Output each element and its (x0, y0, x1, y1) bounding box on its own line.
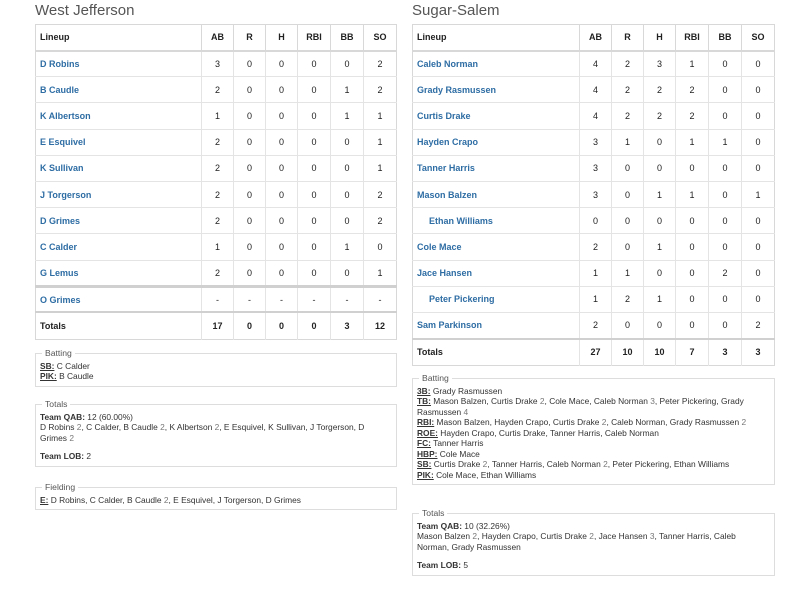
table-row (413, 77, 775, 103)
stat-rbi: 2 (676, 77, 709, 103)
stat-bb: 0 (709, 77, 742, 103)
stat-h: 0 (266, 103, 298, 129)
player-name-link[interactable]: K Sullivan (36, 155, 202, 181)
total-bb: 3 (331, 312, 364, 339)
player-name-link[interactable]: Jace Hansen (413, 260, 580, 286)
summary-line (417, 531, 770, 552)
stat-label: Team QAB: (417, 520, 462, 531)
stat-text: 12 (60.00%) (84, 411, 133, 422)
stat-bb: 0 (709, 51, 742, 77)
stat-ab: 3 (580, 155, 612, 181)
stat-so: - (364, 286, 397, 312)
stat-r: 1 (612, 129, 644, 155)
stat-text: 3 (649, 531, 655, 541)
total-h: 10 (644, 339, 676, 366)
stat-text: Cole Mace, Ethan Williams (433, 469, 537, 480)
player-name-link[interactable]: Ethan Williams (413, 208, 580, 234)
stat-rbi: 2 (676, 103, 709, 129)
stat-bb: 0 (709, 286, 742, 312)
stat-so: 0 (742, 51, 775, 77)
stat-label: 3B: (417, 385, 431, 396)
stat-so: 0 (364, 234, 397, 260)
summary-line (40, 361, 392, 372)
stat-r: 0 (234, 208, 266, 234)
stat-text: B Caudle (56, 371, 94, 381)
stat-text: D Robins (40, 422, 77, 432)
summary-line (417, 396, 770, 417)
totals-row (36, 312, 397, 339)
col-header-h: H (266, 25, 298, 51)
stat-text: Mason Balzen, Hayden Crapo, Curtis Drake (434, 417, 602, 427)
stat-text: 2 (472, 531, 478, 541)
table-row (413, 208, 775, 234)
stat-h: 0 (266, 181, 298, 207)
stat-text: 2 (601, 417, 607, 427)
stat-so: 0 (742, 260, 775, 286)
stat-bb: 0 (331, 181, 364, 207)
stat-rbi: 0 (298, 260, 331, 286)
table-row (36, 77, 397, 103)
stat-r: 2 (612, 77, 644, 103)
totals-legend: Totals (45, 399, 68, 409)
player-name-link[interactable]: J Torgerson (36, 181, 202, 207)
stat-bb: 0 (709, 155, 742, 181)
stat-text: , Tanner Harris, Caleb Norman (487, 459, 604, 469)
col-header-so: SO (364, 25, 397, 51)
stat-text: Curtis Drake (431, 459, 483, 469)
stat-text: Mason Balzen (417, 531, 473, 541)
stat-rbi: 0 (298, 129, 331, 155)
stat-text: 5 (461, 560, 469, 570)
stat-rbi: 0 (298, 51, 331, 77)
player-name-link[interactable]: Caleb Norman (413, 51, 580, 77)
stat-r: 2 (612, 51, 644, 77)
summary-line (417, 438, 770, 449)
stat-h: 0 (266, 260, 298, 286)
stat-ab: 2 (202, 155, 234, 181)
stat-bb: 0 (709, 181, 742, 207)
stat-text: Grady Rasmussen (430, 385, 503, 396)
col-header-rbi: RBI (298, 25, 331, 51)
stat-h: 0 (644, 312, 676, 338)
stat-rbi: 0 (676, 155, 709, 181)
stat-ab: 3 (202, 51, 234, 77)
stat-r: 2 (612, 103, 644, 129)
stat-bb: 0 (331, 51, 364, 77)
batting-content (40, 361, 392, 382)
stat-text: 10 (32.26%) (461, 520, 510, 531)
table-row (36, 155, 397, 181)
stat-text: 2 (482, 459, 488, 469)
summary-line (417, 560, 770, 571)
stat-ab: 4 (580, 103, 612, 129)
stat-h: - (266, 286, 298, 312)
stat-label: Team LOB: (417, 560, 462, 570)
table-row (36, 51, 397, 77)
stat-so: 1 (364, 260, 397, 286)
total-h: 0 (266, 312, 298, 339)
player-name-link[interactable]: Mason Balzen (413, 181, 580, 207)
total-so: 3 (742, 339, 775, 366)
stat-text: 2 (741, 417, 747, 427)
stat-h: 0 (266, 234, 298, 260)
table-row (36, 286, 397, 312)
stat-h: 0 (644, 129, 676, 155)
header-row (413, 25, 775, 51)
player-name-link[interactable]: Sam Parkinson (413, 312, 580, 338)
table-row (36, 208, 397, 234)
fielding-box (35, 482, 397, 510)
table-row (36, 103, 397, 129)
stat-bb: 1 (709, 129, 742, 155)
summary-line (40, 443, 392, 451)
table-row (413, 51, 775, 77)
stat-rbi: 0 (676, 234, 709, 260)
stat-rbi: 1 (676, 181, 709, 207)
stat-bb: 0 (331, 208, 364, 234)
player-name-link[interactable]: Curtis Drake (413, 103, 580, 129)
table-row (413, 155, 775, 181)
batting-box (35, 348, 397, 387)
player-name-link[interactable]: Cole Mace (413, 234, 580, 260)
summary-line (417, 417, 770, 428)
stat-rbi: 0 (676, 312, 709, 338)
stat-r: 0 (234, 103, 266, 129)
stat-ab: 2 (202, 129, 234, 155)
summary-line (40, 495, 392, 506)
team-title: West Jefferson (35, 2, 135, 19)
player-name-link[interactable]: K Albertson (36, 103, 202, 129)
stat-so: 2 (364, 208, 397, 234)
summary-line (417, 459, 770, 470)
totals-box (412, 508, 775, 576)
stat-so: 0 (742, 234, 775, 260)
summary-line (40, 371, 392, 382)
totals-label: Totals (36, 312, 202, 339)
stat-label: SB: (417, 459, 432, 469)
batting-content (417, 386, 770, 481)
totals-label: Totals (413, 339, 580, 366)
stat-text: 2 (214, 422, 220, 432)
totals-content (40, 412, 392, 462)
stat-so: 0 (742, 208, 775, 234)
stat-bb: 1 (331, 234, 364, 260)
total-bb: 3 (709, 339, 742, 366)
stat-rbi: 0 (676, 286, 709, 312)
stat-h: 0 (266, 129, 298, 155)
stat-text: Tanner Harris (430, 438, 484, 448)
summary-line (40, 412, 392, 423)
stat-text: 2 (603, 459, 608, 469)
table-row (36, 260, 397, 286)
stat-rbi: 1 (676, 129, 709, 155)
stat-text: C Calder (54, 360, 90, 371)
summary-line (417, 470, 770, 481)
stat-so: 0 (742, 103, 775, 129)
team-title: Sugar-Salem (412, 2, 500, 19)
team-column-sugar-salem (412, 0, 775, 570)
stat-text: 3 (650, 396, 655, 406)
stat-text: , Hayden Crapo, Curtis Drake (477, 531, 590, 541)
stat-text: , Peter Pickering, Ethan Williams (607, 459, 730, 469)
stat-ab: 2 (580, 312, 612, 338)
stat-r: 0 (234, 234, 266, 260)
table-row (413, 260, 775, 286)
stat-ab: 2 (202, 208, 234, 234)
stat-so: 0 (742, 129, 775, 155)
stat-label: ROE: (417, 427, 438, 438)
player-name-link[interactable]: Grady Rasmussen (413, 77, 580, 103)
stat-h: 1 (644, 181, 676, 207)
batting-legend: Batting (45, 348, 72, 358)
stat-bb: 0 (331, 155, 364, 181)
summary-line (40, 451, 392, 462)
total-so: 12 (364, 312, 397, 339)
stat-rbi: 0 (298, 208, 331, 234)
stat-rbi: 1 (676, 51, 709, 77)
stat-ab: 0 (580, 208, 612, 234)
summary-line (417, 386, 770, 397)
stat-so: 0 (742, 286, 775, 312)
stat-bb: 0 (709, 208, 742, 234)
stat-text: , Peter Pickering, Grady Rasmussen (417, 396, 744, 417)
summary-line (417, 521, 770, 532)
stat-text: , Cole Mace, Caleb Norman (544, 396, 651, 406)
stat-rbi: 0 (298, 103, 331, 129)
stat-label: E: (40, 494, 49, 505)
fielding-content (40, 495, 392, 506)
stat-text: 2 (539, 396, 545, 406)
stat-label: TB: (417, 396, 431, 406)
team-column-west-jefferson (35, 0, 397, 505)
stat-r: 0 (234, 77, 266, 103)
table-row (413, 129, 775, 155)
stat-r: - (234, 286, 266, 312)
col-header-lineup: Lineup (413, 25, 580, 51)
stat-so: 1 (364, 103, 397, 129)
table-row (413, 181, 775, 207)
stat-label: Team QAB: (40, 411, 85, 422)
stat-rbi: 0 (298, 181, 331, 207)
stat-text: 2 (160, 422, 165, 432)
stat-bb: 0 (331, 129, 364, 155)
stat-so: 2 (364, 181, 397, 207)
stat-r: 0 (612, 312, 644, 338)
stat-ab: 1 (580, 286, 612, 312)
col-header-ab: AB (580, 25, 612, 51)
player-name-link[interactable]: B Caudle (36, 77, 202, 103)
stat-bb: 1 (331, 103, 364, 129)
totals-legend: Totals (422, 508, 445, 518)
stat-text: , Jace Hansen (593, 531, 650, 541)
table-row (413, 286, 775, 312)
lineup-table (35, 24, 397, 340)
stat-text: Mason Balzen, Curtis Drake (430, 396, 540, 406)
stat-text: , E Esquivel, J Torgerson, D Grimes (168, 494, 301, 505)
lineup-table (412, 24, 775, 366)
stat-ab: 4 (580, 51, 612, 77)
stat-label: SB: (40, 360, 55, 371)
stat-bb: 2 (709, 260, 742, 286)
stat-r: 0 (234, 129, 266, 155)
stat-so: 1 (364, 155, 397, 181)
stat-so: 0 (742, 77, 775, 103)
stat-h: 0 (266, 51, 298, 77)
stat-text: , Caleb Norman, Grady Rasmussen (606, 417, 742, 427)
stat-h: 0 (266, 208, 298, 234)
stat-r: 0 (234, 155, 266, 181)
stat-so: 0 (742, 155, 775, 181)
stat-text: , Tanner Harris, Caleb Norman, Grady Rasmussen (417, 531, 736, 552)
summary-line (417, 449, 770, 460)
player-name-link[interactable]: O Grimes (36, 286, 202, 312)
stat-label: RBI: (417, 417, 435, 427)
stat-text: 2 (163, 494, 169, 505)
stat-text: 2 (76, 422, 82, 432)
summary-line (40, 422, 392, 443)
stat-ab: 2 (202, 181, 234, 207)
stat-label: FC: (417, 438, 431, 448)
stat-ab: 4 (580, 77, 612, 103)
stat-text: 4 (463, 406, 469, 417)
stat-rbi: 0 (298, 77, 331, 103)
stat-bb: 0 (709, 234, 742, 260)
stat-rbi: - (298, 286, 331, 312)
table-row (36, 129, 397, 155)
batting-box (412, 373, 775, 485)
stat-ab: 3 (580, 181, 612, 207)
stat-h: 0 (266, 155, 298, 181)
stat-rbi: 0 (298, 155, 331, 181)
stat-ab: 1 (580, 260, 612, 286)
stat-r: 0 (234, 181, 266, 207)
stat-ab: 3 (580, 129, 612, 155)
total-ab: 27 (580, 339, 612, 366)
stat-rbi: 0 (298, 234, 331, 260)
player-name-link[interactable]: G Lemus (36, 260, 202, 286)
stat-text: Cole Mace (437, 448, 480, 459)
stat-ab: 2 (202, 260, 234, 286)
stat-ab: 2 (580, 234, 612, 260)
stat-so: 1 (742, 181, 775, 207)
stat-label: PIK: (40, 371, 57, 381)
stat-text: 2 (69, 432, 74, 443)
stat-text: , E Esquivel, K Sullivan, J Torgerson, D Grimes (40, 422, 365, 443)
stat-rbi: 0 (676, 208, 709, 234)
stat-r: 0 (612, 208, 644, 234)
stat-text: Hayden Crapo, Curtis Drake, Tanner Harris, Caleb Norman (437, 427, 659, 438)
stat-h: 1 (644, 234, 676, 260)
col-header-r: R (234, 25, 266, 51)
table-row (413, 312, 775, 338)
stat-bb: 0 (709, 103, 742, 129)
stat-ab: 1 (202, 103, 234, 129)
player-name-link[interactable]: Peter Pickering (413, 286, 580, 312)
stat-text: D Robins, C Calder, B Caudle (48, 494, 164, 505)
stat-h: 1 (644, 286, 676, 312)
summary-line (417, 552, 770, 560)
stat-r: 0 (234, 260, 266, 286)
totals-box (35, 399, 397, 467)
totals-row (413, 339, 775, 366)
total-rbi: 7 (676, 339, 709, 366)
stat-r: 0 (612, 181, 644, 207)
summary-line (417, 428, 770, 439)
player-name-link[interactable]: E Esquivel (36, 129, 202, 155)
stat-text: , K Albertson (164, 422, 215, 432)
fielding-legend: Fielding (45, 482, 76, 492)
header-row (36, 25, 397, 51)
stat-ab: - (202, 286, 234, 312)
stat-label: HBP: (417, 448, 438, 459)
stat-r: 0 (612, 155, 644, 181)
stat-h: 2 (644, 77, 676, 103)
total-r: 10 (612, 339, 644, 366)
stat-text: , C Calder, B Caudle (81, 422, 161, 432)
total-ab: 17 (202, 312, 234, 339)
table-row (413, 103, 775, 129)
col-header-h: H (644, 25, 676, 51)
stat-so: 2 (364, 51, 397, 77)
stat-h: 0 (644, 208, 676, 234)
col-header-rbi: RBI (676, 25, 709, 51)
stat-text: 2 (589, 531, 594, 541)
col-header-lineup: Lineup (36, 25, 202, 51)
stat-r: 1 (612, 260, 644, 286)
stat-rbi: 0 (676, 260, 709, 286)
col-header-so: SO (742, 25, 775, 51)
stat-so: 2 (742, 312, 775, 338)
col-header-bb: BB (331, 25, 364, 51)
stat-bb: 1 (331, 77, 364, 103)
table-row (36, 181, 397, 207)
player-name-link[interactable]: D Robins (36, 51, 202, 77)
player-name-link[interactable]: D Grimes (36, 208, 202, 234)
stat-text: 2 (84, 451, 92, 461)
table-row (413, 234, 775, 260)
stat-bb: - (331, 286, 364, 312)
stat-h: 0 (644, 260, 676, 286)
total-r: 0 (234, 312, 266, 339)
total-rbi: 0 (298, 312, 331, 339)
stat-h: 0 (266, 77, 298, 103)
stat-label: PIK: (417, 469, 434, 480)
col-header-r: R (612, 25, 644, 51)
player-name-link[interactable]: C Calder (36, 234, 202, 260)
player-name-link[interactable]: Tanner Harris (413, 155, 580, 181)
stat-label: Team LOB: (40, 451, 85, 461)
stat-so: 2 (364, 77, 397, 103)
stat-h: 2 (644, 103, 676, 129)
table-row (36, 234, 397, 260)
player-name-link[interactable]: Hayden Crapo (413, 129, 580, 155)
stat-r: 0 (612, 234, 644, 260)
stat-so: 1 (364, 129, 397, 155)
stat-bb: 0 (331, 260, 364, 286)
col-header-ab: AB (202, 25, 234, 51)
batting-legend: Batting (422, 373, 449, 383)
stat-bb: 0 (709, 312, 742, 338)
stat-h: 3 (644, 51, 676, 77)
stat-r: 0 (234, 51, 266, 77)
totals-content (417, 521, 770, 571)
col-header-bb: BB (709, 25, 742, 51)
stat-ab: 2 (202, 77, 234, 103)
stat-ab: 1 (202, 234, 234, 260)
stat-r: 2 (612, 286, 644, 312)
stat-h: 0 (644, 155, 676, 181)
